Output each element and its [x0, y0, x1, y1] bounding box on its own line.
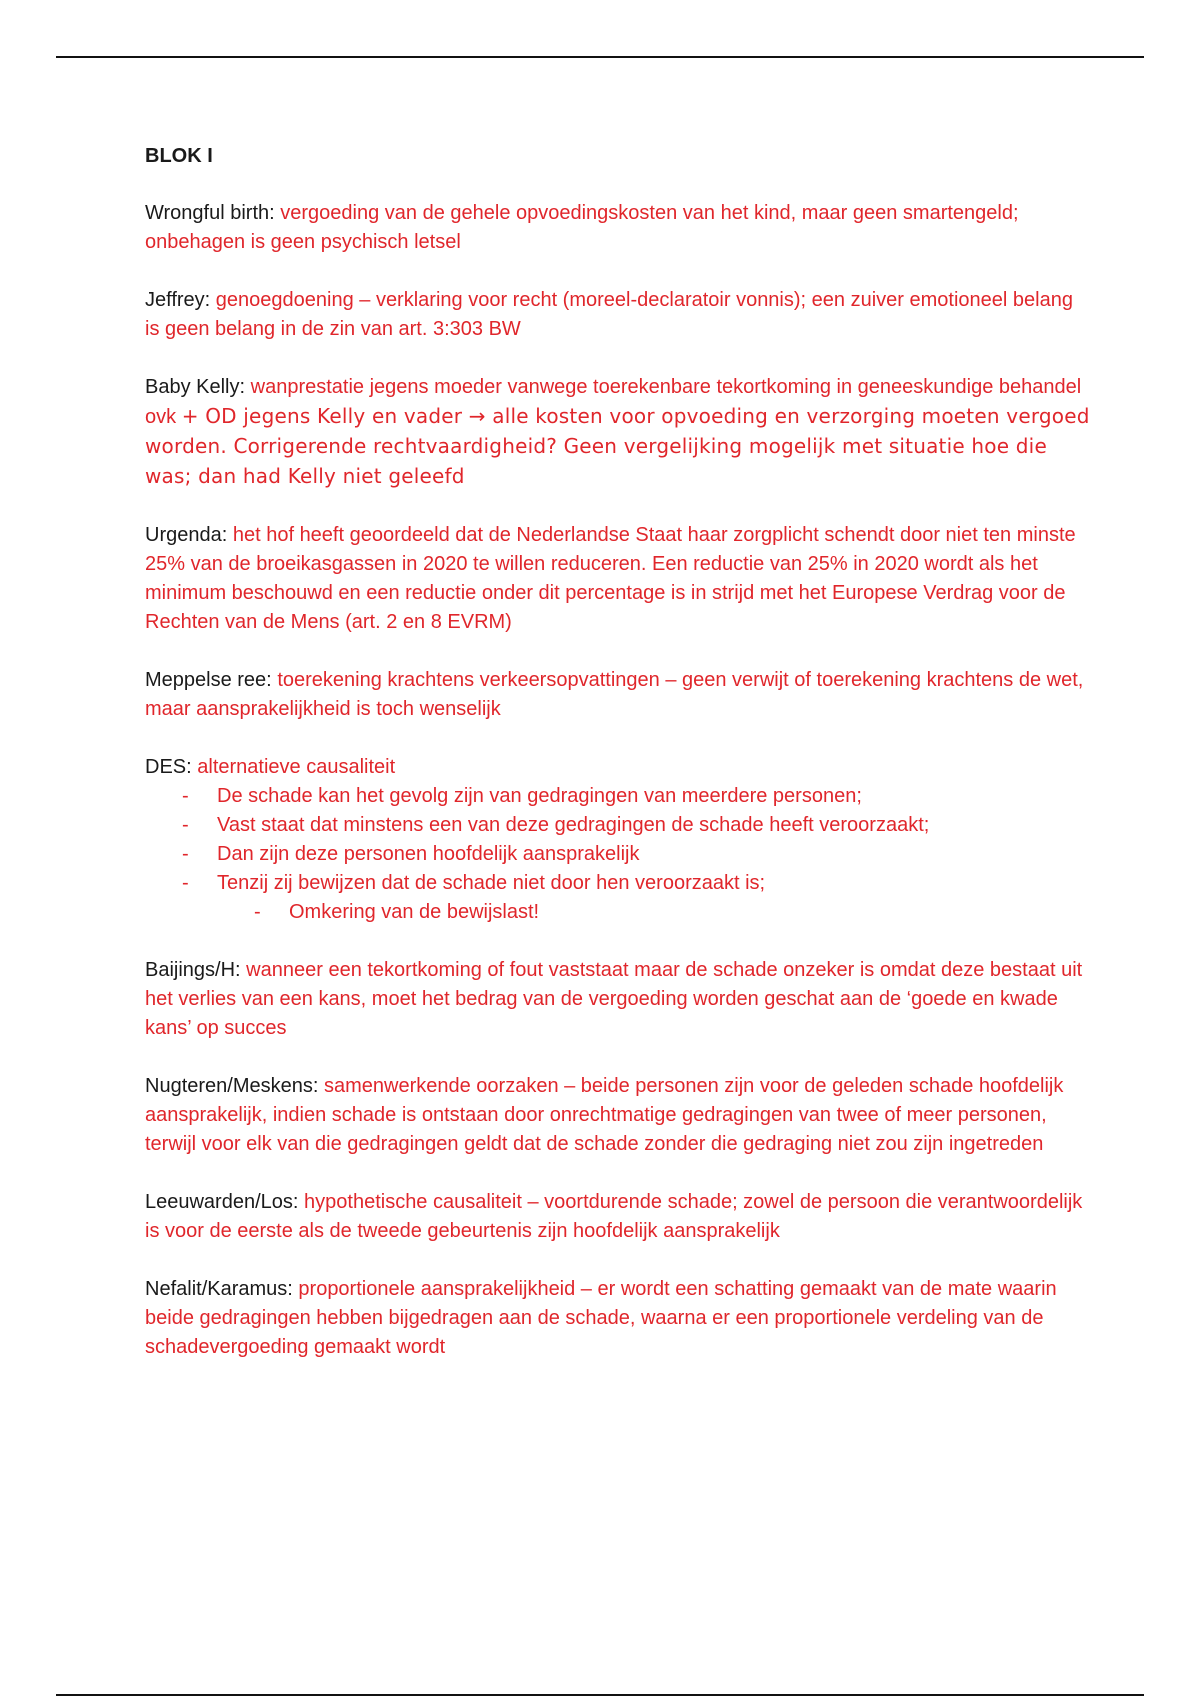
bullet-dash: - [182, 785, 189, 807]
bullet-dash: - [182, 843, 189, 865]
entry-urgenda [145, 521, 1090, 637]
entry-nefalit-karamus [145, 1275, 1090, 1362]
entry-text: genoegdoening – verklaring voor recht (moreel-declaratoir vonnis); een zuiver emotioneel belang is geen belang in de zin van art. 3:303 BW [145, 289, 1073, 340]
entry-label: DES: [145, 756, 192, 778]
entry-label: Meppelse ree: [145, 669, 272, 691]
entry-label: Urgenda: [145, 524, 228, 546]
sub-list-item [145, 898, 1090, 927]
entry-label: Baby Kelly: [145, 376, 246, 398]
list-item [145, 811, 1090, 840]
top-rule [56, 56, 1144, 58]
list-item-text: De schade kan het gevolg zijn van gedragingen van meerdere personen; [217, 785, 862, 807]
entry-text: toerekening krachtens verkeersopvattingen – geen verwijt of toerekening krachtens de wet, maar aansprakelijkheid is toch wenselijk [145, 669, 1084, 720]
entry-label: Leeuwarden/Los: [145, 1191, 299, 1213]
des-bullet-list [145, 782, 1090, 927]
entry-text: alternatieve causaliteit [197, 756, 396, 778]
entry-text: samenwerkende oorzaken – beide personen zijn voor de geleden schade hoofdelijk aansprakelijk, indien schade is ontstaan door onrechtmatige gedragingen van twee of meer personen, terwijl voor elk van die gedragingen geldt dat de schade zonder die gedraging niet zou zijn ingetreden [145, 1075, 1064, 1155]
bottom-rule [56, 1694, 1144, 1696]
entry-leeuwarden-los [145, 1188, 1090, 1246]
list-item [145, 869, 1090, 898]
entry-jeffrey [145, 286, 1090, 344]
list-item-text: Dan zijn deze personen hoofdelijk aansprakelijk [217, 843, 640, 865]
section-heading: BLOK I [145, 145, 213, 167]
bullet-dash: - [254, 901, 261, 923]
entry-text-alt-font: + OD jegens Kelly en vader → alle kosten voor opvoeding en verzorging moeten vergoed worden. Corrigerende rechtvaardigheid? Geen vergelijking mogelijk met situatie hoe die was; dan had Kelly niet geleefd [145, 404, 1090, 488]
bullet-dash: - [182, 814, 189, 836]
entry-nugteren-meskens [145, 1072, 1090, 1159]
entry-label: Jeffrey: [145, 289, 211, 311]
list-item-text: Tenzij zij bewijzen dat de schade niet door hen veroorzaakt is; [217, 872, 766, 894]
entry-label: Nugteren/Meskens: [145, 1075, 319, 1097]
entry-text: wanneer een tekortkoming of fout vaststaat maar de schade onzeker is omdat deze bestaat uit het verlies van een kans, moet het bedrag van de vergoeding worden geschat aan de ‘goede en kwade kans’ op succes [145, 959, 1083, 1039]
entry-label: Baijings/H: [145, 959, 241, 981]
entry-text: wanprestatie jegens moeder vanwege toerekenbare tekortkoming in geneeskundige behandel ovk [145, 376, 1082, 428]
list-item-text: Omkering van de bewijslast! [289, 901, 540, 923]
bullet-dash: - [182, 872, 189, 894]
list-item-text: Vast staat dat minstens een van deze gedragingen de schade heeft veroorzaakt; [217, 814, 930, 836]
entry-wrongful-birth [145, 199, 1090, 257]
entry-text: vergoeding van de gehele opvoedingskosten van het kind, maar geen smartengeld; onbehagen is geen psychisch letsel [145, 202, 1019, 253]
entry-text: proportionele aansprakelijkheid – er wordt een schatting gemaakt van de mate waarin beide gedragingen hebben bijgedragen aan de schade, waarna er een proportionele verdeling van de schadevergoeding gemaakt wordt [145, 1278, 1057, 1358]
entry-text: hypothetische causaliteit – voortdurende schade; zowel de persoon die verantwoordelijk is voor de eerste als de tweede gebeurtenis zijn hoofdelijk aansprakelijk [145, 1191, 1083, 1242]
document-body [145, 142, 1090, 1391]
entry-baby-kelly [145, 373, 1090, 492]
entry-baijings [145, 956, 1090, 1043]
list-item [145, 782, 1090, 811]
list-item [145, 840, 1090, 869]
entry-meppelse-ree [145, 666, 1090, 724]
entry-label: Wrongful birth: [145, 202, 275, 224]
entry-label: Nefalit/Karamus: [145, 1278, 293, 1300]
entry-des [145, 753, 1090, 927]
entry-text: het hof heeft geoordeeld dat de Nederlandse Staat haar zorgplicht schendt door niet ten minste 25% van de broeikasgassen in 2020 te willen reduceren. Een reductie van 25% in 2020 wordt als het minimum beschouwd en een reductie onder dit percentage is in strijd met het Europese Verdrag voor de Rechten van de Mens (art. 2 en 8 EVRM) [145, 524, 1076, 633]
